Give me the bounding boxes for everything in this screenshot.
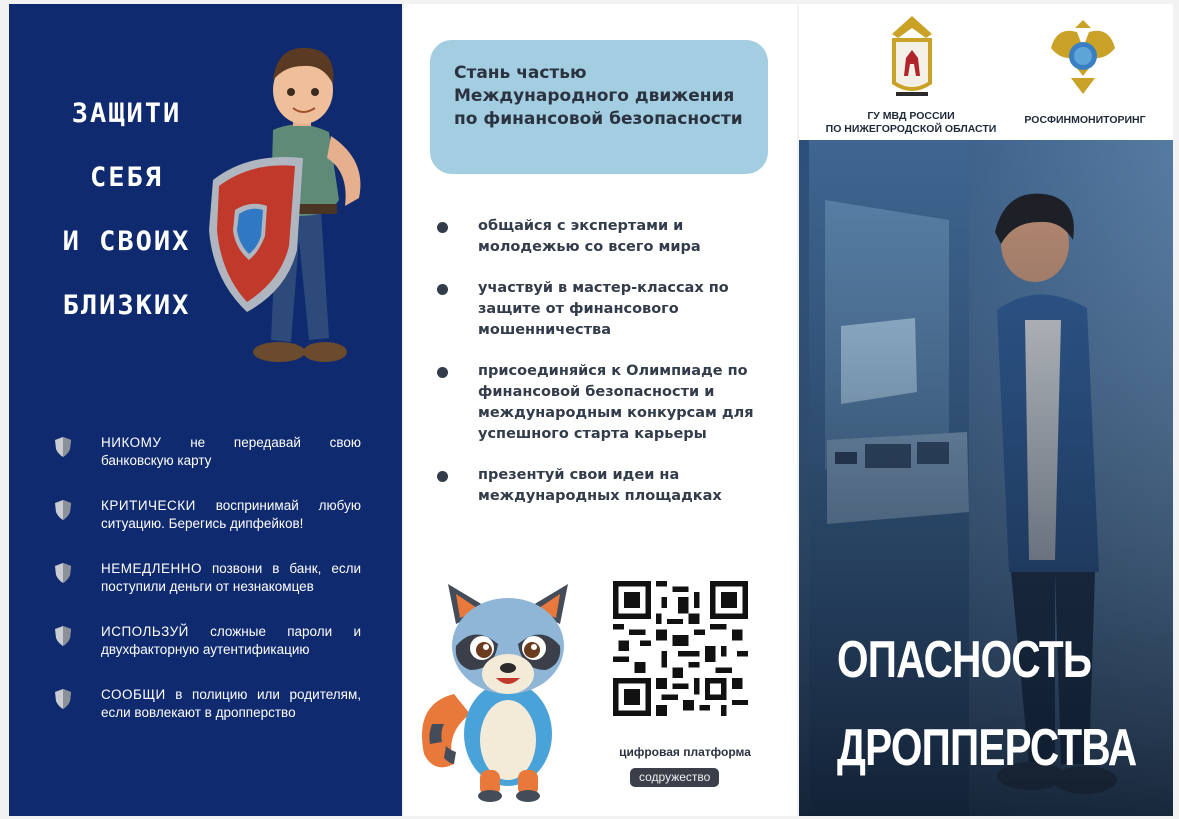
headline-line-4: БЛИЗКИХ xyxy=(62,290,191,321)
benefit-text: презентуй свои идеи на международных площадках xyxy=(478,467,722,504)
mvd-org-line-1: ГУ МВД РОССИИ xyxy=(867,110,955,122)
benefit-item xyxy=(434,216,774,258)
bullet-dot-icon xyxy=(437,284,448,295)
danger-title-line-2: ДРОППЕРСТВА xyxy=(837,719,1137,777)
headline-line-1: ЗАЩИТИ xyxy=(71,98,182,129)
bullet-dot-icon xyxy=(437,471,448,482)
headline-line-2: СЕБЯ xyxy=(89,162,164,193)
shield-bullet-icon xyxy=(53,436,73,458)
safety-tip xyxy=(53,434,361,470)
danger-title xyxy=(837,616,1137,792)
tip-keyword: КРИТИЧЕСКИ xyxy=(101,498,196,513)
tip-keyword: НИКОМУ xyxy=(101,435,162,450)
callout-text: Стань частью Международного движения по финансовой безопасности xyxy=(454,63,743,129)
headline xyxy=(39,82,214,338)
shield-bullet-icon xyxy=(53,625,73,647)
bullet-dot-icon xyxy=(437,367,448,378)
tip-text: воспринимай любую ситуацию. Берегись дипфейков! xyxy=(101,498,361,531)
benefit-text: общайся с экспертами и молодежью со всего мира xyxy=(478,218,701,255)
safety-tip xyxy=(53,497,361,533)
benefit-item xyxy=(434,465,774,507)
left-panel xyxy=(9,4,402,816)
benefit-item xyxy=(434,278,774,341)
middle-panel xyxy=(404,4,797,816)
callout-box xyxy=(430,40,768,174)
benefit-item xyxy=(434,361,774,445)
shield-bullet-icon xyxy=(53,562,73,584)
tip-text: в полицию или родителям, если вовлекают в дропперство xyxy=(101,687,361,720)
benefit-text: присоединяйся к Олимпиаде по финансовой безопасности и международным конкурсам для успешного старта карьеры xyxy=(478,363,754,442)
tip-text: позвони в банк, если поступили деньги от незнакомцев xyxy=(101,561,361,594)
tip-keyword: НЕМЕДЛЕННО xyxy=(101,561,203,576)
safety-tip xyxy=(53,623,361,659)
rosfin-org-name: РОСФИНМОНИТОРИНГ xyxy=(1024,114,1146,126)
benefit-text: участвуй в мастер-классах по защите от финансового мошенничества xyxy=(478,280,729,338)
tip-keyword: ИСПОЛЬЗУЙ xyxy=(101,624,189,639)
right-panel xyxy=(799,4,1173,816)
tip-text: сложные пароли и двухфакторную аутентификацию xyxy=(101,624,361,657)
platform-badge: содружество xyxy=(630,768,719,787)
safety-tip xyxy=(53,560,361,596)
platform-label: цифровая платформа xyxy=(619,745,751,759)
benefits-list xyxy=(434,216,774,527)
mvd-org-name xyxy=(821,110,1001,136)
raccoon-mascot-illustration xyxy=(414,574,592,804)
shield-bullet-icon xyxy=(53,688,73,710)
rosfinmonitoring-emblem-logo xyxy=(1047,18,1119,102)
shield-bullet-icon xyxy=(53,499,73,521)
boy-with-shield-illustration xyxy=(199,40,389,380)
headline-line-3: И СВОИХ xyxy=(62,226,191,257)
qr-code[interactable] xyxy=(613,581,748,716)
bullet-dot-icon xyxy=(437,222,448,233)
mvd-emblem-logo xyxy=(886,14,938,102)
tip-text: не передавай свою банковскую карту xyxy=(101,435,361,468)
tip-keyword: СООБЩИ xyxy=(101,687,166,702)
mvd-org-line-2: ПО НИЖЕГОРОДСКОЙ ОБЛАСТИ xyxy=(825,123,997,135)
danger-title-line-1: ОПАСНОСТЬ xyxy=(837,631,1092,689)
safety-tips-list xyxy=(53,434,361,749)
safety-tip xyxy=(53,686,361,722)
